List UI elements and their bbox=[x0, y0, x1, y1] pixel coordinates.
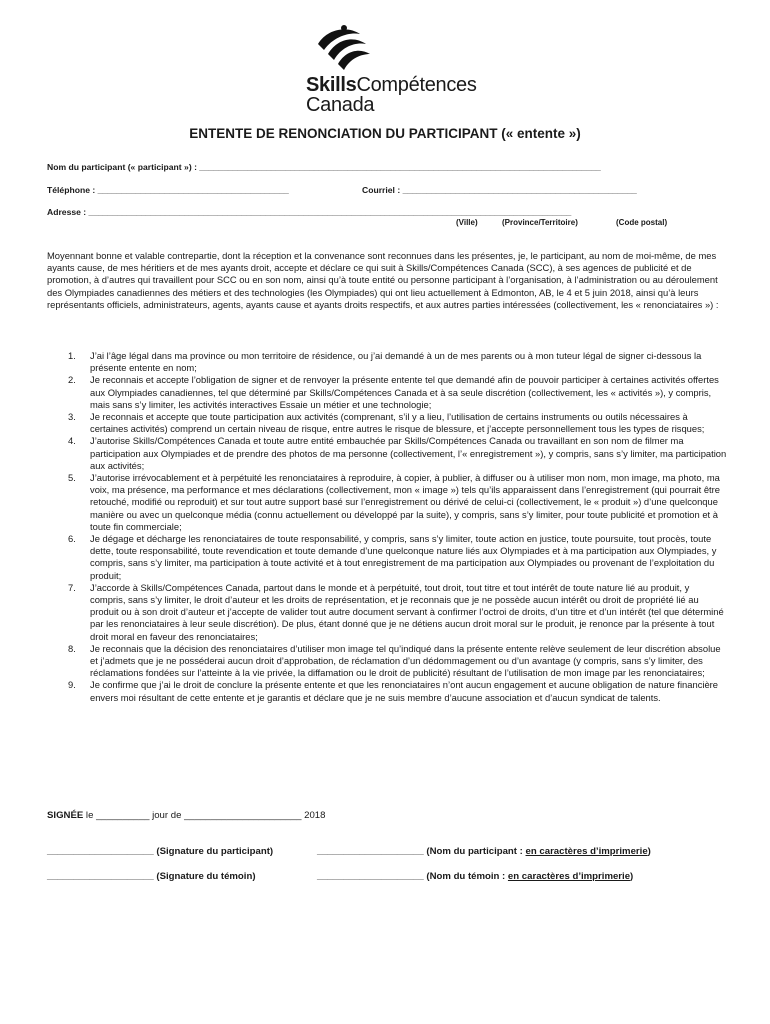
skills-canada-logo bbox=[306, 24, 476, 114]
clause-item bbox=[47, 679, 727, 703]
address-field[interactable]: Adresse : _____________________________________________________________________________________________________ bbox=[47, 207, 572, 217]
logo-skills: Skills bbox=[306, 74, 357, 96]
witness-signature-label: (Signature du témoin) bbox=[153, 871, 256, 882]
signed-line[interactable] bbox=[47, 810, 325, 821]
witness-signature-line[interactable] bbox=[47, 871, 256, 882]
participant-print-name-line[interactable] bbox=[317, 846, 651, 857]
clause-text: Je confirme que j’ai le droit de conclure la présente entente et que les renonciataires n’ont aucun engagement et aucune obligation de nature financière envers moi résultant de cette entente et je garantis et déclare que je ne suis membre d’aucune association et d’aucun syndicat de talents. bbox=[90, 679, 719, 703]
clause-text: J’autorise Skills/Compétences Canada et toute autre entité embauchée par Skills/Compétences Canada ou travaillant en son nom de filmer ma participation aux Olympiades et de prendre des photos de ma personne (collectivement, l’« enregistrement »), y compris, sans s’y limiter, ma participation aux activités; bbox=[90, 435, 727, 471]
clause-number: 1. bbox=[68, 350, 76, 361]
phone-field[interactable]: Téléphone : ________________________________________ bbox=[47, 185, 289, 195]
signed-date: le __________ jour de ______________________ 2018 bbox=[83, 810, 326, 821]
clause-number: 4. bbox=[68, 435, 76, 447]
clause-text: Je reconnais et accepte que toute participation aux activités (comprenant, s’il y a lieu, l’utilisation de certains instruments ou outils nécessaires à certaines activités) comprend un certain niveau de risque, entre autres le risque de blessure, et j’accepte personnellement tous les types de risques; bbox=[90, 411, 705, 435]
participant-name-label: (Nom du participant : bbox=[423, 846, 526, 857]
document-title: ENTENTE DE RENONCIATION DU PARTICIPANT (« entente ») bbox=[189, 126, 581, 141]
clause-item bbox=[47, 533, 727, 582]
signature-blank: ____________________ bbox=[47, 846, 154, 857]
print-label: en caractères d’imprimerie bbox=[525, 846, 648, 857]
participant-signature-label: (Signature du participant) bbox=[153, 846, 274, 857]
clause-item bbox=[47, 374, 727, 411]
clause-number: 2. bbox=[68, 374, 76, 386]
clause-text: Je dégage et décharge les renonciataires de toute responsabilité, y compris, sans s’y limiter, toute action en justice, toute poursuite, tout procès, toute dette, toute responsabilité, toute revendication et toute demande d’une quelconque nature liés aux Olympiades et à ma participation aux Olympiades, y compris, sans s’y limiter, ma participation à toute activité et à tout enregistrement de ma participation aux Olympiades ou provenant de l’exploitation du produit; bbox=[90, 533, 717, 581]
clause-number: 5. bbox=[68, 472, 76, 484]
clause-number: 3. bbox=[68, 411, 76, 423]
participant-name-field[interactable]: Nom du participant (« participant ») : ____________________________________________________________________________________ bbox=[47, 162, 601, 172]
clause-item bbox=[47, 643, 727, 680]
logo-competences: Compétences bbox=[356, 74, 477, 96]
clause-text: J’autorise irrévocablement et à perpétuité les renonciataires à reproduire, à copier, à publier, à diffuser ou à utiliser mon nom, mon image, ma photo, ma voix, ma présence, ma performance et mes déclarations (collectivement, mon « image ») tels qu’ils apparaissent dans l’enregistrement (qui pourrait être retouché, modifié ou reproduit) et sur tout autre support basé sur l’enregistrement ou dérivé de celui-ci (collectivement, le « produit ») d’une quelconque manière ou avec un quelconque média (connu actuellement ou développé par la suite), y compris, sans s’y limiter, pour toute publicité et promotion et à toute fin commerciale; bbox=[90, 472, 720, 532]
clause-item bbox=[47, 472, 727, 533]
postal-code-label: (Code postal) bbox=[616, 218, 668, 227]
signed-label: SIGNÉE bbox=[47, 810, 84, 821]
email-field[interactable]: Courriel : _________________________________________________ bbox=[362, 185, 637, 195]
clause-item bbox=[47, 582, 727, 643]
clause-number: 7. bbox=[68, 581, 76, 593]
name-blank: ____________________ bbox=[317, 871, 424, 882]
intro-paragraph: Moyennant bonne et valable contrepartie, dont la réception et la convenance sont reconnues dans les présentes, je, le participant, au nom de moi-même, de mes ayants cause, de mes héritiers et de mes ayants droit, accepte et déclare ce qui suit à Skills/Compétences Canada (SCC), à ses agences de publicité et de promotion, à d’autres qui travaillent pour SCC ou en son nom, ainsi qu’à toute entité ou personne participant à l’organisation, à l’administration ou au déroulement des Olympiades canadiennes des métiers et des technologies (les Olympiades) qui ont lieu actuellement à Edmonton, AB, le 4 et 5 juin 2018, ainsi qu’à leurs représentants officiels, administrateurs, agents, ayants cause et ayants droits respectifs, et aux autres parties intéressées (collectivement, les « renonciataires ») : bbox=[47, 250, 719, 310]
clause-text: J’ai l’âge légal dans ma province ou mon territoire de résidence, ou j’ai demandé à un de mes parents ou à mon tuteur légal de signer ci-dessous la présente entente en nom; bbox=[90, 350, 702, 374]
witness-name-label: (Nom du témoin : bbox=[423, 871, 508, 882]
city-label: (Ville) bbox=[456, 218, 478, 227]
witness-print-name-line[interactable] bbox=[317, 871, 633, 882]
clause-text: J’accorde à Skills/Compétences Canada, partout dans le monde et à perpétuité, tout droit, tout titre et tout intérêt de toute nature lié au produit, y compris, sans s’y limiter, le droit d’auteur et les droits de représentation, et je reconnais que je ne possède aucun intérêt ou droit de propriété lié au produit ou à son droit d’auteur et j’accepte de valider tout autre document servant à confirmer l’octroi de droits, d’un titre et d’un intérêt (tel que déterminé par les renonciataires à leur seule discrétion). De plus, étant donné que je ne détiens aucun droit moral sur le produit, je renonce par la présente à tout droit moral en faveur des renonciataires; bbox=[90, 581, 724, 642]
print-label: en caractères d’imprimerie bbox=[507, 871, 631, 882]
clause-item bbox=[47, 411, 727, 435]
province-label: (Province/Territoire) bbox=[502, 218, 578, 227]
clause-number: 8. bbox=[68, 642, 76, 654]
clause-item bbox=[47, 350, 727, 374]
close-paren: ) bbox=[647, 846, 651, 857]
clause-text: Je reconnais que la décision des renonciataires d’utiliser mon image tel qu’indiqué dans la présente entente relève seulement de leur discrétion absolue et j’admets que je ne posséderai aucun droit d’approbation, de réclamation d’un dédommagement ou d’un avantage (y compris, sans s’y limiter, des réclamations fondées sur l’atteinte à la vie privée, la diffamation ou le droit de publicité) résultant de l’utilisation de mon image par les renonciataires; bbox=[90, 642, 721, 679]
clause-item bbox=[47, 435, 727, 472]
logo-canada: Canada bbox=[306, 94, 375, 116]
clause-list bbox=[47, 350, 727, 704]
name-blank: ____________________ bbox=[317, 846, 424, 857]
participant-signature-line[interactable] bbox=[47, 846, 273, 857]
clause-number: 6. bbox=[68, 533, 76, 545]
close-paren: ) bbox=[630, 871, 634, 882]
clause-number: 9. bbox=[68, 679, 76, 691]
skills-logo-mark-icon bbox=[314, 24, 374, 74]
signature-blank: ____________________ bbox=[47, 871, 154, 882]
clause-text: Je reconnais et accepte l’obligation de signer et de renvoyer la présente entente tel que demandé afin de pouvoir participer à certaines activités offertes aux Olympiades canadiennes, tel que déterminé par Skills/Compétences Canada et à sa seule discrétion (collectivement, les « activités »), y compris, mais sans s’y limiter, les activités interactives Essaie un métier et une technologie; bbox=[90, 374, 719, 410]
